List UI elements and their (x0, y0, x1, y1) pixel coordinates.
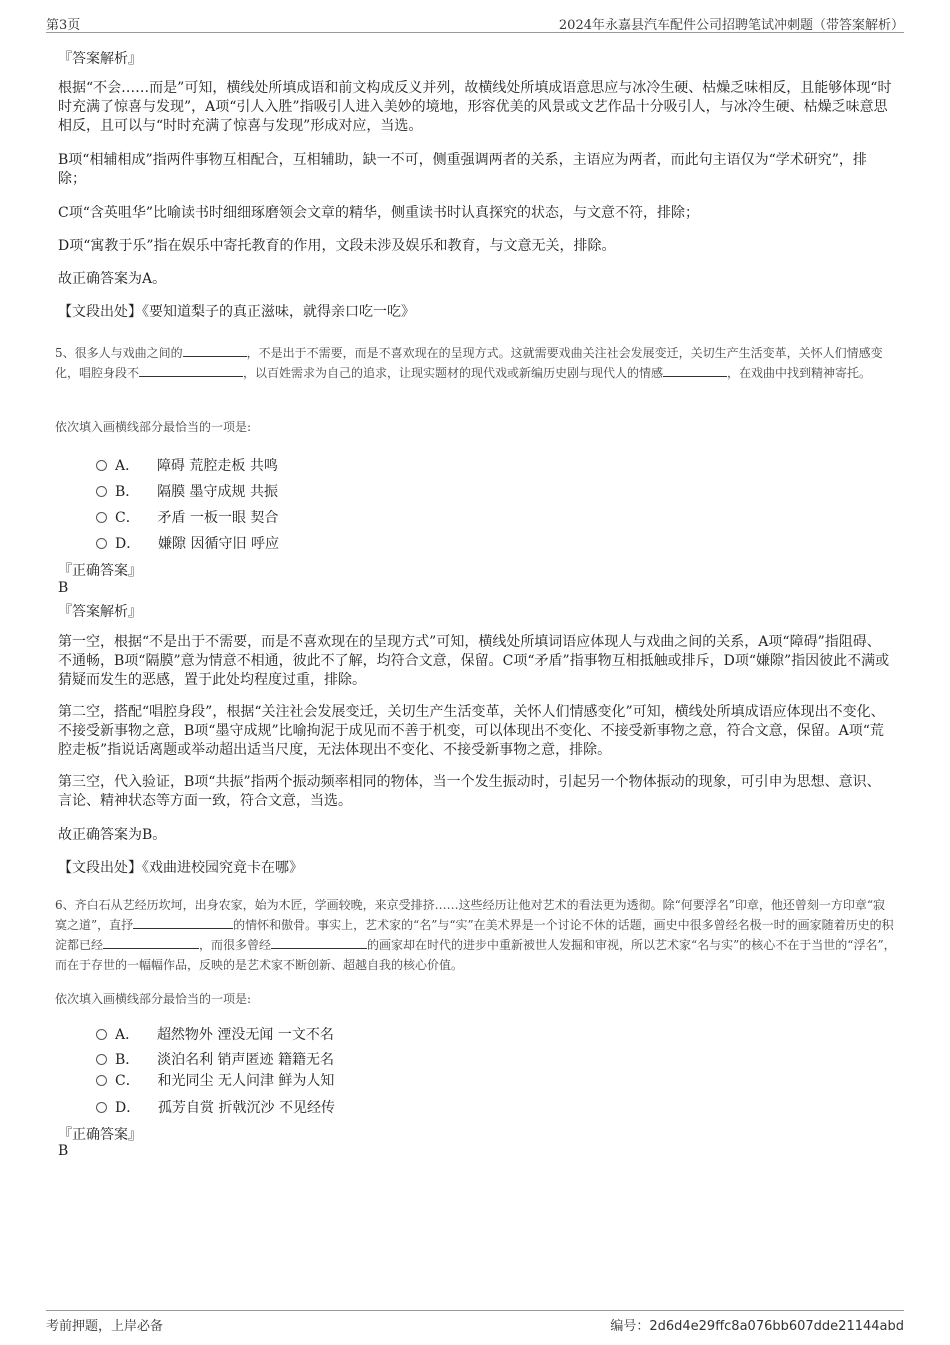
correct-answer: B (58, 580, 69, 596)
analysis-paragraph: C项“含英咀华”比喻读书时细细琢磨领会文章的精华，侧重读书时认真探究的状态，与文意不符，排除； (58, 205, 700, 221)
source-label: 【文段出处】 (58, 860, 142, 876)
document-code: 编号：2d6d4e29ffc8a076bb607dde21144abd (610, 1319, 904, 1334)
radio-icon[interactable] (96, 486, 107, 497)
radio-icon[interactable] (96, 1075, 107, 1086)
page-header (46, 12, 904, 33)
radio-icon[interactable] (96, 538, 107, 549)
analysis-paragraph: D项“寓教于乐”指在娱乐中寄托教育的作用，文段未涉及娱乐和教育，与文意无关，排除。 (58, 238, 616, 254)
fill-blank (663, 363, 727, 377)
option-a[interactable]: A． 障碍 荒腔走板 共鸣 (96, 455, 278, 475)
conclusion: 故正确答案为B。 (58, 827, 167, 843)
option-d[interactable]: D． 孤芳自赏 折戟沉沙 不见经传 (96, 1097, 335, 1117)
correct-answer-label: 『正确答案』 (58, 1127, 142, 1143)
analysis-paragraph: 第三空，代入验证，B项“共振”指两个振动频率相同的物体，当一个发生振动时，引起另一个物体振动的现象，可引申为思想、意识、言论、精神状态等方面一致，符合文意，当选。 (58, 774, 881, 809)
source-line (58, 859, 894, 878)
radio-icon[interactable] (96, 1054, 107, 1065)
page-footer (46, 1310, 904, 1335)
analysis-paragraph: 根据“不会……而是”可知，横线处所填成语和前文构成反义并列，故横线处所填成语意思应与冰冷生硬、枯燥乏味相反，且能够体现“时时充满了惊喜与发现”，A项“引人入胜”指吸引人进入美妙的境地，形容优美的风景或文艺作品十分吸引人，与冰冷生硬、枯燥乏味意思相反，且可以与“时时充满了惊喜与发现”形成对应，当选。 (58, 80, 892, 134)
footer-slogan: 考前押题，上岸必备 (46, 1319, 164, 1334)
analysis-label: 『答案解析』 (58, 51, 142, 67)
radio-icon[interactable] (96, 1029, 107, 1040)
option-c[interactable]: C． 和光同尘 无人问津 鲜为人知 (96, 1070, 334, 1090)
source-label: 【文段出处】 (58, 304, 142, 320)
radio-icon[interactable] (96, 1102, 107, 1113)
option-c[interactable]: C． 矛盾 一板一眼 契合 (96, 507, 278, 527)
fill-blank (271, 935, 367, 949)
question-instruction: 依次填入画横线部分最恰当的一项是: (55, 992, 252, 1006)
fill-blank (183, 343, 247, 357)
document-title: 2024年永嘉县汽车配件公司招聘笔试冲刺题（带答案解析） (558, 18, 904, 33)
analysis-paragraph: 第二空，搭配“唱腔身段”，根据“关注社会发展变迁，关切生产生活变革，关怀人们情感变化”可知，横线处所填成语应体现出不变化、不接受新事物之意，B项“墨守成规”比喻拘泥于成见而不善于机变，可以体现出不变化、不接受新事物之意，符合文意，保留。A项“荒腔走板”指说话离题或举动超出适当尺度，无法体现出不变化、不接受新事物之意，排除。 (58, 704, 885, 758)
option-b[interactable]: B． 隔膜 墨守成规 共振 (96, 481, 278, 501)
source-line (58, 303, 894, 322)
option-b[interactable]: B． 淡泊名利 销声匿迹 籍籍无名 (96, 1049, 334, 1069)
radio-icon[interactable] (96, 512, 107, 523)
fill-blank (133, 915, 233, 929)
question-instruction: 依次填入画横线部分最恰当的一项是: (55, 420, 252, 434)
correct-answer: B (58, 1143, 69, 1159)
analysis-paragraph: 第一空，根据“不是出于不需要，而是不喜欢现在的呈现方式”可知，横线处所填词语应体现人与戏曲之间的关系，A项“障碍”指阻碍、不通畅，B项“隔膜”意为情意不相通，彼此不了解，均符合文意，保留。C项“矛盾”指事物互相抵触或排斥，D项“嫌隙”指因彼此不满或猜疑而发生的恶感，置于此处均程度过重，排除。 (58, 634, 890, 688)
page-number: 第3页 (46, 18, 81, 33)
fill-blank (139, 363, 243, 377)
source-title: 《要知道梨子的真正滋味，就得亲口吃一吃》 (142, 304, 415, 320)
option-d[interactable]: D． 嫌隙 因循守旧 呼应 (96, 533, 279, 553)
radio-icon[interactable] (96, 460, 107, 471)
conclusion: 故正确答案为A。 (58, 271, 167, 287)
question-5-text: 5、很多人与戏曲之间的 ，不是出于不需要，而是不喜欢现在的呈现方式。这就需要戏曲关注社会发展变迁，关切生产生活变革，关怀人们情感变化，唱腔身段不 ，以百姓需求为自己的追求，让现实题材的现代戏或新编历史剧与现代人的情感 ，在戏曲中找到精神寄托。 (55, 343, 897, 383)
source-title: 《戏曲进校园究竟卡在哪》 (142, 860, 303, 876)
correct-answer-label: 『正确答案』 (58, 563, 142, 579)
analysis-paragraph: B项“相辅相成”指两件事物互相配合，互相辅助，缺一不可，侧重强调两者的关系，主语应为两者，而此句主语仅为“学术研究”，排除； (58, 152, 867, 187)
option-a[interactable]: A． 超然物外 湮没无闻 一文不名 (96, 1024, 334, 1044)
fill-blank (103, 935, 199, 949)
question-6-text: 6、齐白石从艺经历坎坷，出身农家，始为木匠，学画较晚，来京受排挤……这些经历让他对艺术的看法更为透彻。除“何要浮名”印章，他还曾刻一方印章“寂寞之道”，直抒 的情怀和傲骨。事实上，艺术家的“名”与“实”在美术界是一个讨论不休的话题，画史中很多曾经名极一时的画家随着历史的积淀都已经 ，而很多曾经 的画家却在时代的进步中重新被世人发掘和审视，所以艺术家“名与实”的核心不在于当世的“浮名”，而在于存世的一幅幅作品，反映的是艺术家不断创新、超越自我的核心价值。 (55, 898, 896, 972)
analysis-label: 『答案解析』 (58, 604, 142, 620)
